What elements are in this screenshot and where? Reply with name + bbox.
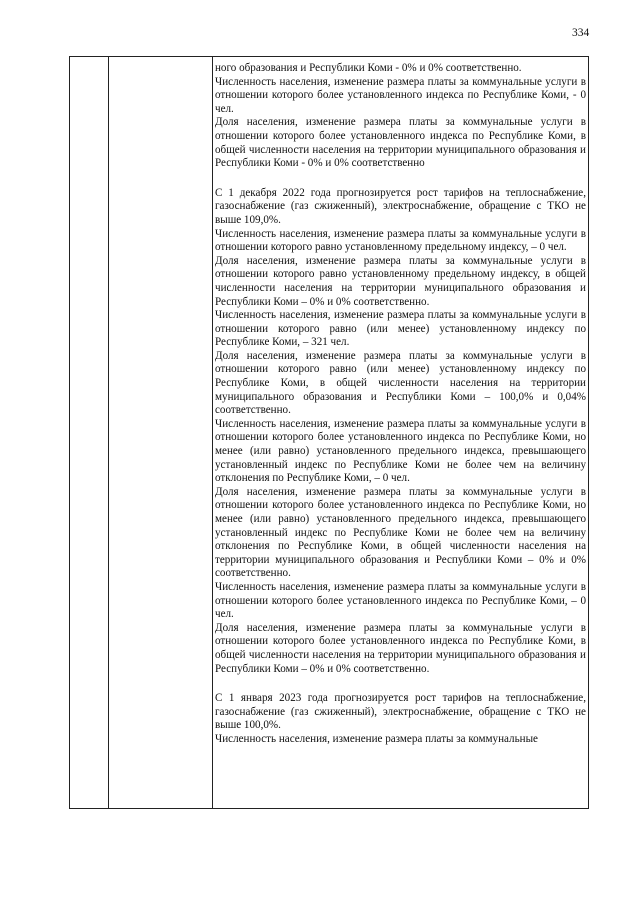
document-table bbox=[69, 56, 589, 809]
paragraph-8: Доля населения, изменение размера платы за коммунальные услуги в отношении которого равно (или менее) установленному индексу по Республике Коми, в общей численности населения на территории муниципального образования и Республики Коми – 100,0% и 0,04% соответственно. bbox=[215, 349, 586, 417]
page-number: 334 bbox=[572, 27, 590, 39]
paragraph-1: ного образования и Республики Коми - 0% и 0% соответственно. bbox=[215, 62, 522, 74]
paragraph-2: Численность населения, изменение размера платы за коммунальные услуги в отношении которого более установленного индекса по Республике Коми, - 0 чел. bbox=[215, 75, 586, 115]
paragraph-14: Численность населения, изменение размера платы за коммунальные bbox=[215, 732, 538, 745]
paragraph-7: Численность населения, изменение размера платы за коммунальные услуги в отношении которого равно (или менее) установленному индексу по Республике Коми, – 321 чел. bbox=[215, 309, 586, 349]
paragraph-13: С 1 января 2023 года прогнозируется рост тарифов на теплоснабжение, газоснабжение (газ сжиженный), электроснабжение, обращение с ТКО не выше 100,0%. bbox=[215, 692, 586, 732]
paragraph-3: Доля населения, изменение размера платы за коммунальные услуги в отношении которого более установленного индекса по Республике Коми, в общей численности населения на территории муниципального образования и Республики Коми - 0% и 0% соответственно bbox=[215, 116, 586, 170]
text-column bbox=[215, 62, 586, 747]
paragraph-12: Доля населения, изменение размера платы за коммунальные услуги в отношении которого более установленного индекса по Республике Коми, в общей численности населения на территории муниципального образования и Республики Коми – 0% и 0% соответственно. bbox=[215, 621, 586, 675]
paragraph-9: Численность населения, изменение размера платы за коммунальные услуги в отношении которого более установленного индекса по Республике Коми, но менее (или равно) установленного предельного индекса, превышающего установленный индекс по Республике Коми не более чем на величину отклонения по Республике Коми, – 0 чел. bbox=[215, 417, 586, 485]
column-divider-2 bbox=[212, 57, 213, 808]
paragraph-10: Доля населения, изменение размера платы за коммунальные услуги в отношении которого более установленного индекса по Республике Коми, но менее (или равно) установленного предельного индекса, превышающего установленный индекс по Республике Коми не более чем на величину отклонения по Республике Коми, в общей численности населения на территории муниципального образования и Республики Коми – 0% и 0% соответственно. bbox=[215, 485, 586, 580]
paragraph-6: Доля населения, изменение размера платы за коммунальные услуги в отношении которого равно установленному предельному индексу, в общей численности населения на территории муниципального образования и Республики Коми – 0% и 0% соответственно. bbox=[215, 254, 586, 308]
column-divider-1 bbox=[108, 57, 109, 808]
paragraph-gap bbox=[215, 171, 586, 187]
paragraph-11: Численность населения, изменение размера платы за коммунальные услуги в отношении которого более установленного индекса по Республике Коми, – 0 чел. bbox=[215, 580, 586, 621]
paragraph-gap bbox=[215, 676, 586, 692]
paragraph-5: Численность населения, изменение размера платы за коммунальные услуги в отношении которого равно установленному предельному индексу, – 0 чел. bbox=[215, 227, 586, 254]
paragraph-4: С 1 декабря 2022 года прогнозируется рост тарифов на теплоснабжение, газоснабжение (газ сжиженный), электроснабжение, обращение с ТКО не выше 109,0%. bbox=[215, 186, 586, 226]
